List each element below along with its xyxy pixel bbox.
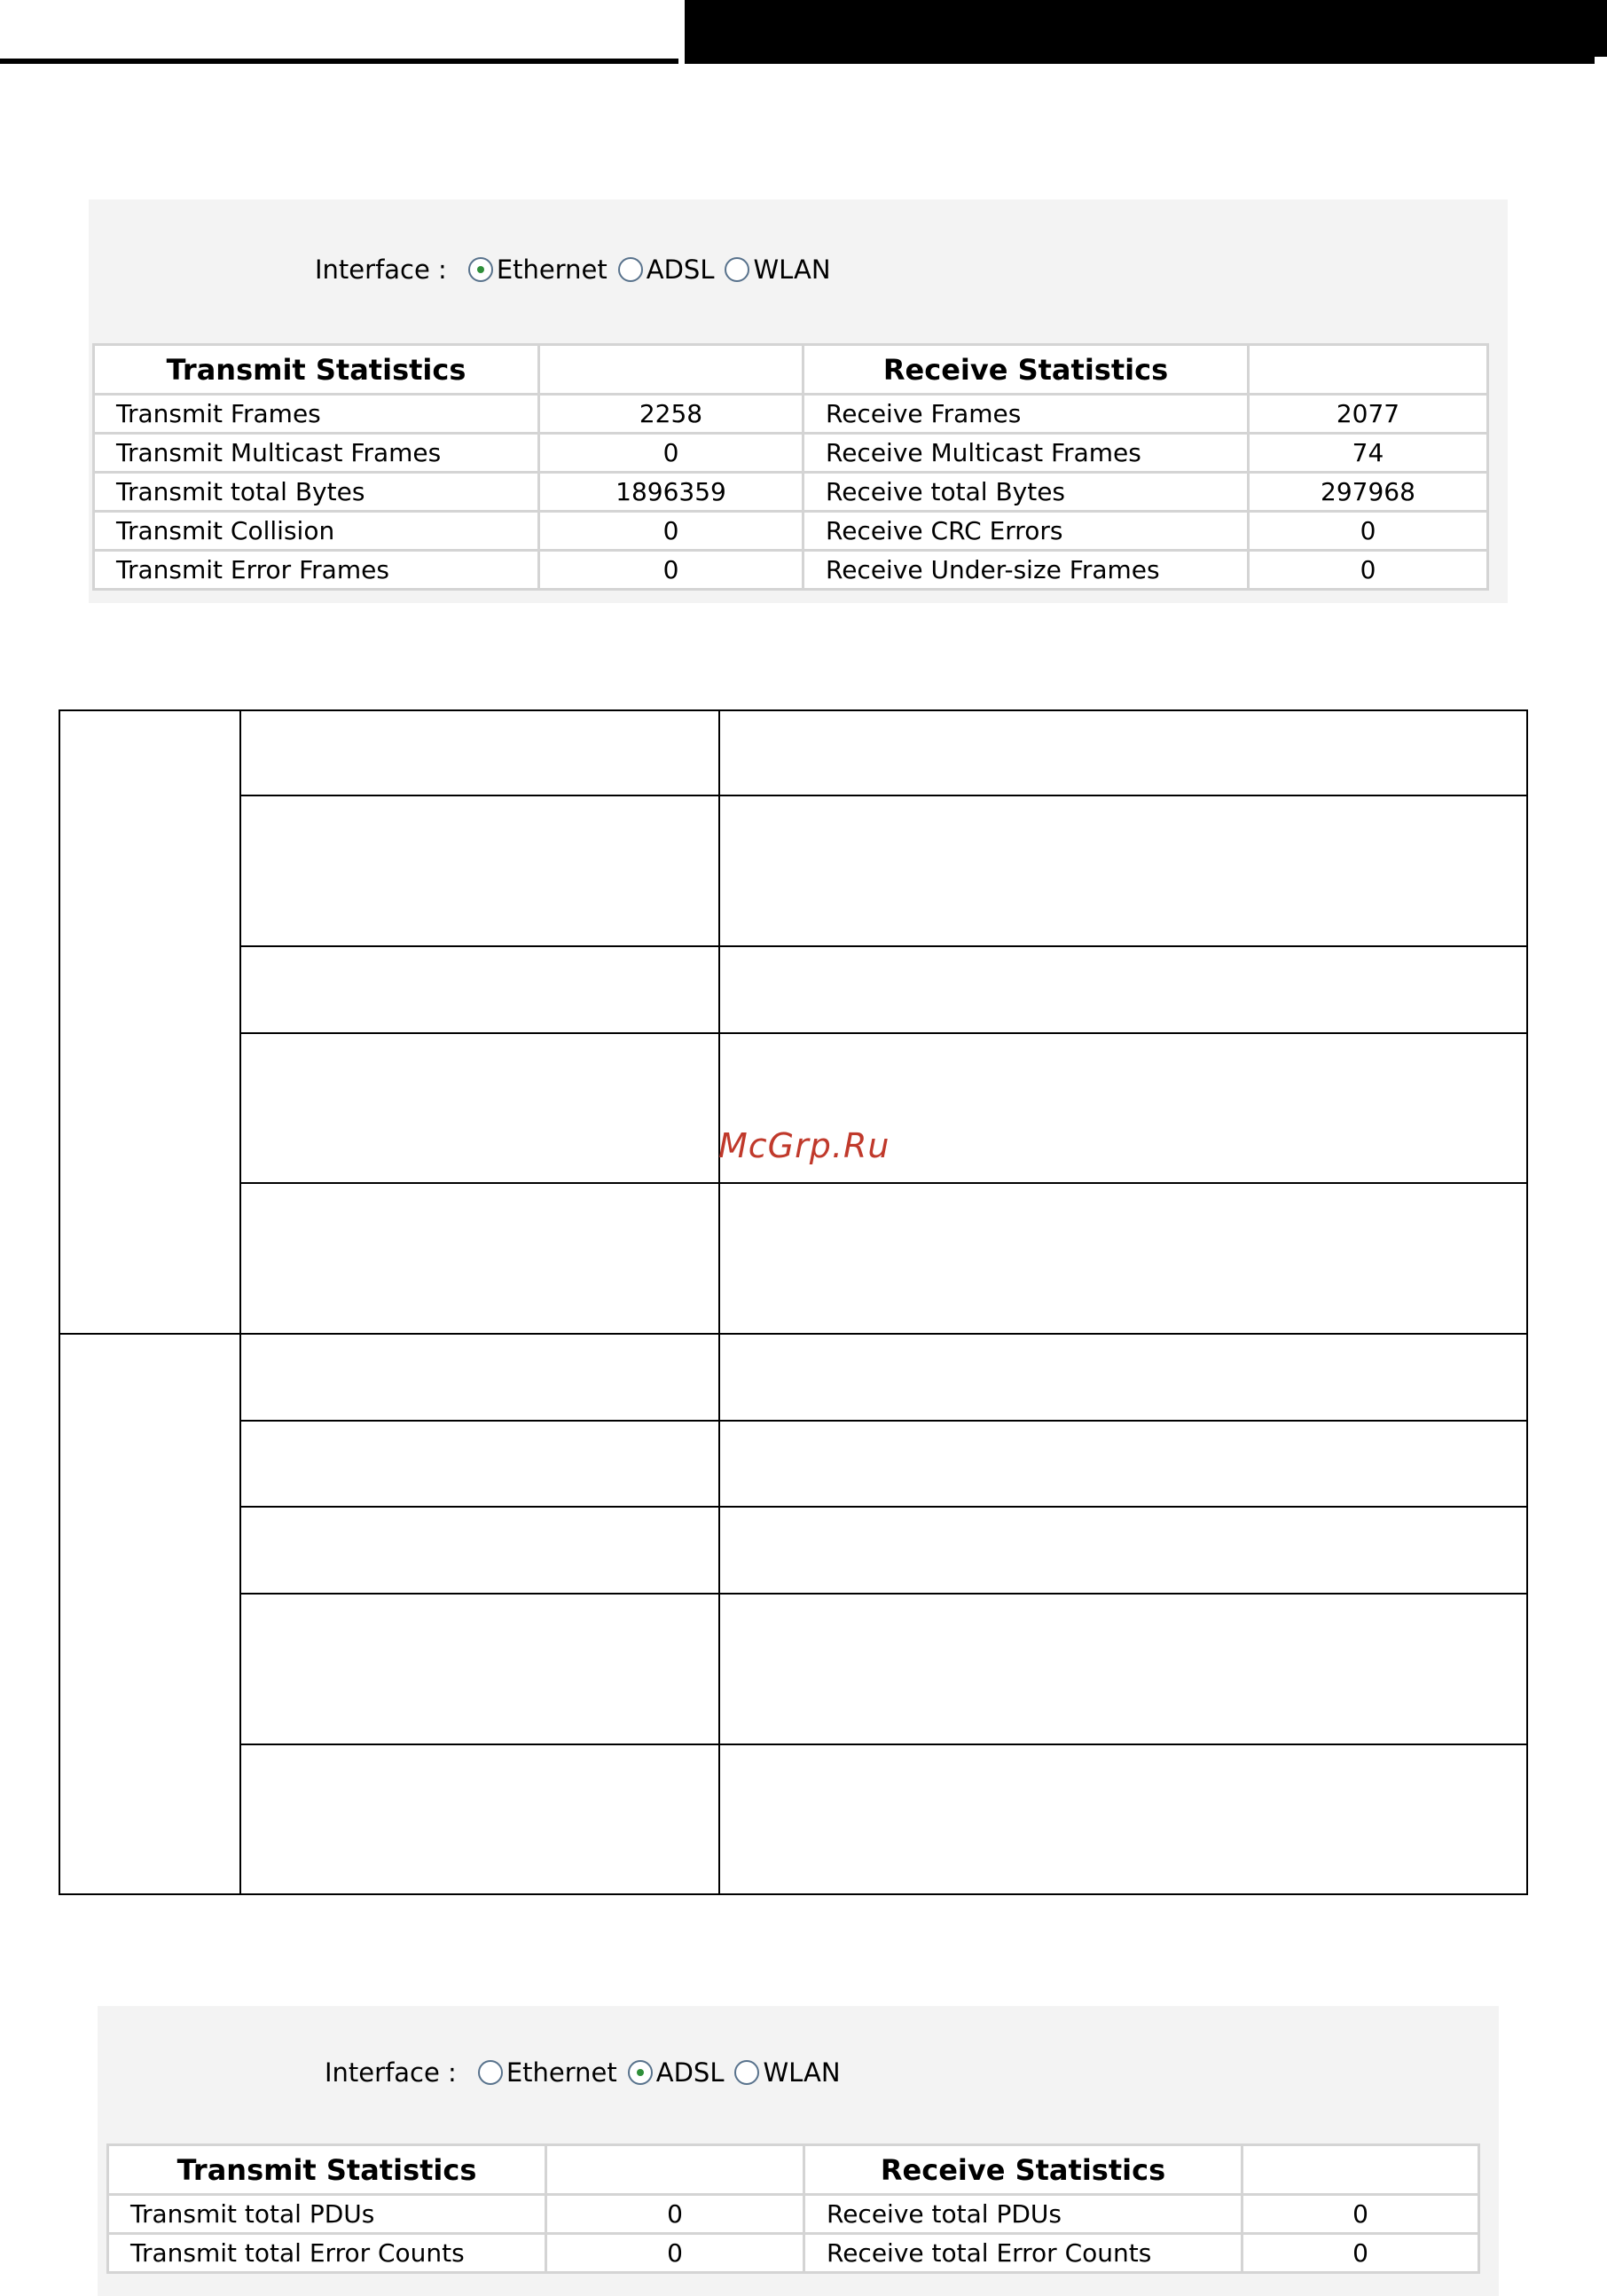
group-cell-receive xyxy=(59,1334,240,1894)
interface-option-ethernet[interactable]: Ethernet xyxy=(478,2057,617,2088)
receive-statistics-header: Receive Statistics xyxy=(804,345,1249,395)
table-row xyxy=(59,1594,1527,1744)
radio-icon-selected[interactable] xyxy=(628,2060,653,2085)
table-row xyxy=(59,946,1527,1033)
receive-value-header xyxy=(1242,2145,1479,2195)
ethernet-stats-table xyxy=(92,343,1489,591)
radio-icon-selected[interactable] xyxy=(468,257,493,282)
transmit-value-header xyxy=(546,2145,804,2195)
transmit-statistics-header: Transmit Statistics xyxy=(108,2145,546,2195)
table-row xyxy=(59,1183,1527,1334)
table-row xyxy=(59,1334,1527,1421)
header-left-rule xyxy=(0,0,678,64)
table-header-row xyxy=(108,2145,1479,2195)
table-row: Transmit Multicast Frames 0 Receive Multicast Frames 74 xyxy=(94,434,1488,473)
transmit-value-header xyxy=(539,345,804,395)
radio-icon[interactable] xyxy=(618,257,643,282)
interface-option-wlan[interactable]: WLAN xyxy=(734,2057,840,2088)
table-row xyxy=(59,710,1527,795)
table-row: Transmit Collision 0 Receive CRC Errors 0 xyxy=(94,512,1488,551)
description-table xyxy=(59,709,1528,1895)
table-row: Transmit Error Frames 0 Receive Under-size Frames 0 xyxy=(94,551,1488,590)
receive-value-header xyxy=(1249,345,1488,395)
interface-option-adsl[interactable]: ADSL xyxy=(628,2057,725,2088)
table-row: Transmit total PDUs 0 Receive total PDUs 0 xyxy=(108,2195,1479,2234)
table-row xyxy=(59,795,1527,946)
ethernet-statistics-panel xyxy=(89,200,1508,603)
table-row xyxy=(59,1421,1527,1507)
interface-option-wlan[interactable]: WLAN xyxy=(725,255,830,285)
receive-statistics-header: Receive Statistics xyxy=(804,2145,1242,2195)
adsl-stats-table xyxy=(106,2143,1480,2274)
table-row xyxy=(59,1507,1527,1594)
radio-icon[interactable] xyxy=(478,2060,503,2085)
table-header-row xyxy=(94,345,1488,395)
interface-selector xyxy=(315,255,842,285)
interface-label: Interface : xyxy=(325,2057,457,2088)
adsl-statistics-panel xyxy=(98,2006,1499,2296)
interface-selector xyxy=(325,2057,851,2088)
interface-option-ethernet[interactable]: Ethernet xyxy=(468,255,608,285)
watermark-text: McGrp.Ru xyxy=(718,1126,890,1165)
interface-option-adsl[interactable]: ADSL xyxy=(618,255,715,285)
group-cell-transmit xyxy=(59,710,240,1334)
table-row: Transmit total Error Counts 0 Receive total Error Counts 0 xyxy=(108,2234,1479,2273)
radio-icon[interactable] xyxy=(734,2060,759,2085)
header-right-bar xyxy=(685,0,1607,64)
interface-label: Interface : xyxy=(315,255,447,285)
table-row: Transmit Frames 2258 Receive Frames 2077 xyxy=(94,395,1488,434)
table-row: Transmit total Bytes 1896359 Receive total Bytes 297968 xyxy=(94,473,1488,512)
radio-icon[interactable] xyxy=(725,257,749,282)
transmit-statistics-header: Transmit Statistics xyxy=(94,345,539,395)
table-row xyxy=(59,1744,1527,1894)
